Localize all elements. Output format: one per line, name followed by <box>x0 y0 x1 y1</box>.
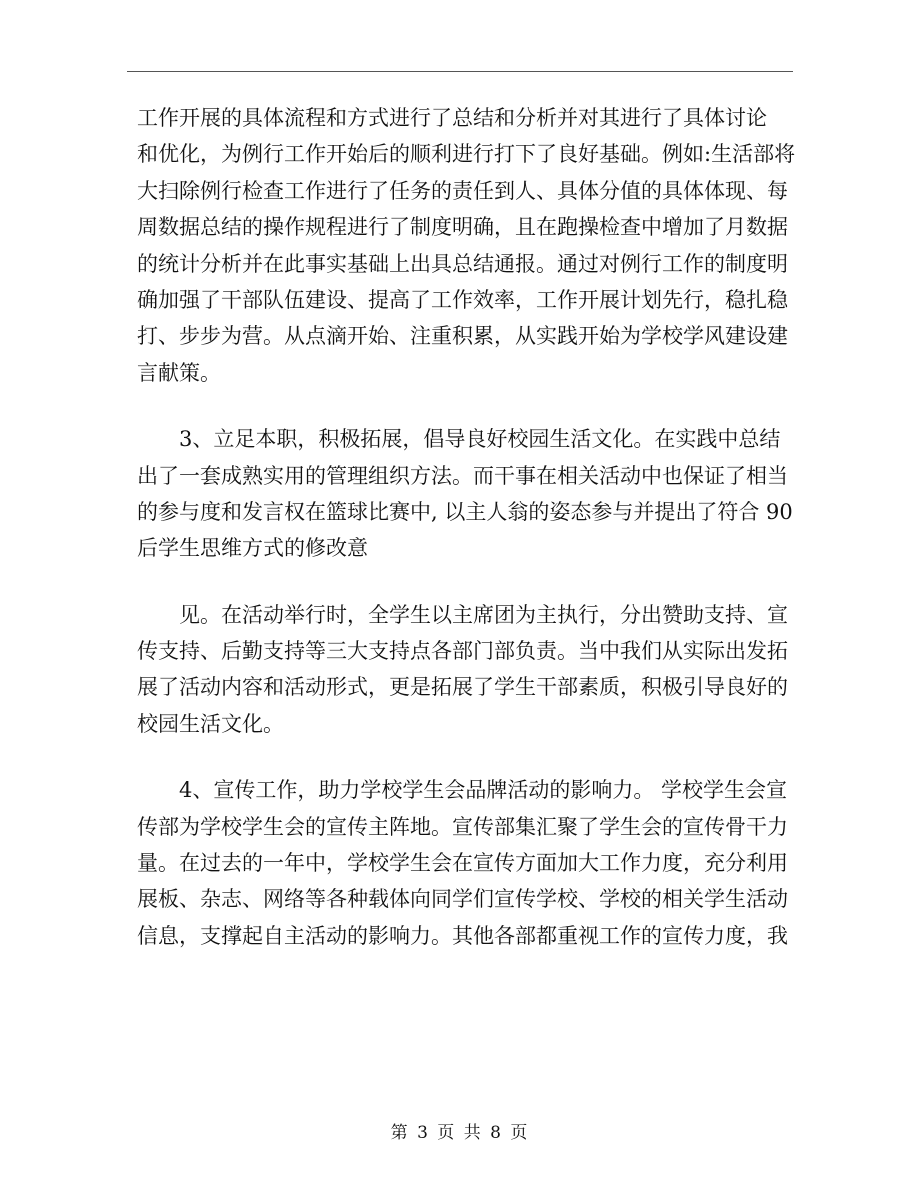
text-line: 3、立足本职，积极拓展，倡导良好校园生活文化。在实践中总结 <box>179 427 781 452</box>
text-line: 工作开展的具体流程和方式进行了总结和分析并对其进行了具体讨论 <box>137 106 767 130</box>
paragraph-4 <box>137 772 797 954</box>
header-rule <box>127 71 793 72</box>
text-line: 和优化，为例行工作开始后的顺利进行打下了良好基础。例如:生活部将 <box>137 142 796 167</box>
paragraph-2 <box>137 421 797 567</box>
text-line: 出了一套成熟实用的管理组织方法。而干事在相关活动中也保证了相当 <box>137 463 788 488</box>
paragraph-1 <box>137 100 797 391</box>
text-line: 的统计分析并在此事实基础上出具总结通报。通过对例行工作的制度明 <box>137 251 788 276</box>
text-line: 言献策。 <box>137 360 221 385</box>
text-line: 量。在过去的一年中，学校学生会在宣传方面加大工作力度，充分利用 <box>137 851 788 876</box>
document-body <box>137 100 797 954</box>
text-line: 见。在活动举行时，全学生以主席团为主执行，分出赞助支持、宣 <box>179 602 788 627</box>
text-line: 校园生活文化。 <box>137 711 284 736</box>
paragraph-3 <box>137 597 797 743</box>
text-line: 后学生思维方式的修改意 <box>137 536 368 561</box>
text-line: 展板、杂志、网络等各种载体向同学们宣传学校、学校的相关学生活动 <box>137 887 788 912</box>
text-line: 周数据总结的操作规程进行了制度明确，且在跑操检查中增加了月数据 <box>137 215 788 240</box>
text-line: 传部为学校学生会的宣传主阵地。宣传部集汇聚了学生会的宣传骨干力 <box>137 814 788 839</box>
text-line: 展了活动内容和活动形式，更是拓展了学生干部素质，积极引导良好的 <box>137 675 788 700</box>
text-line: 4、宣传工作，助力学校学生会品牌活动的影响力。 学校学生会宣 <box>179 778 788 803</box>
text-line: 打、步步为营。从点滴开始、注重积累，从实践开始为学校学风建设建 <box>137 324 788 349</box>
text-line: 确加强了干部队伍建设、提高了工作效率，工作开展计划先行，稳扎稳 <box>137 287 788 312</box>
text-line: 传支持、后勤支持等三大支持点各部门部负责。当中我们从实际出发拓 <box>137 639 788 664</box>
text-line: 信息，支撑起自主活动的影响力。其他各部都重视工作的宣传力度，我 <box>137 923 788 948</box>
page-footer: 第 3 页 共 8 页 <box>390 1123 530 1143</box>
text-line: 大扫除例行检查工作进行了任务的责任到人、具体分值的具体体现、每 <box>137 178 788 203</box>
text-line: 的参与度和发言权在篮球比赛中, 以主人翁的姿态参与并提出了符合 90 <box>137 499 793 524</box>
